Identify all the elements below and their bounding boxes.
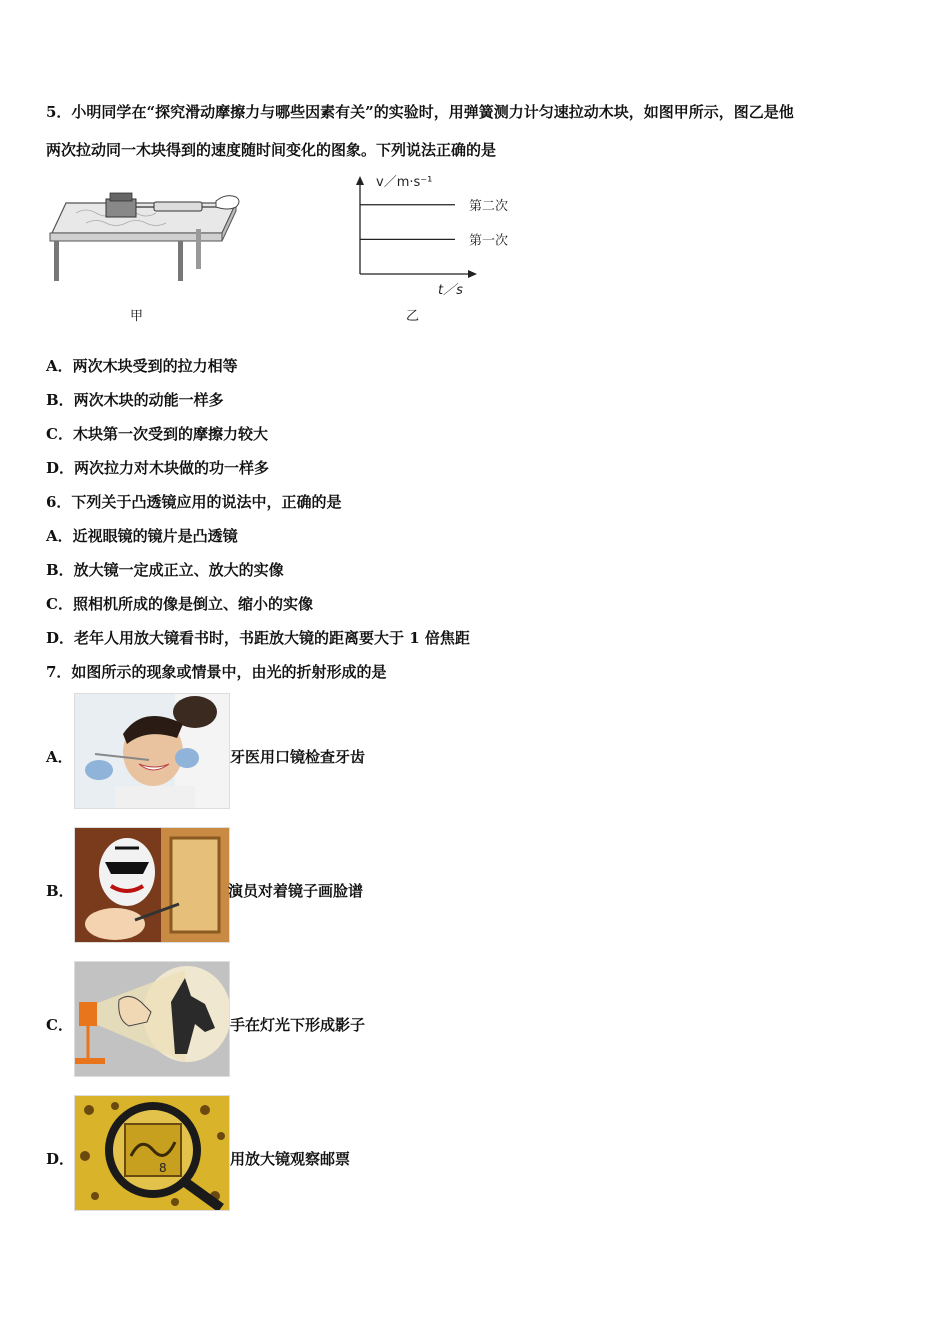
q7-option-b-label: B． — [46, 882, 74, 900]
hand-shadow-image — [74, 961, 230, 1077]
q7-option-b-text: 演员对着镜子画脸谱 — [228, 882, 364, 900]
q7-option-c-label: C． — [46, 1016, 73, 1034]
q5-option-c: C．木块第一次受到的摩擦力较大 — [46, 425, 268, 443]
figure-yi-label: 乙 — [406, 309, 420, 324]
figure-yi-vt-chart — [340, 170, 530, 300]
q5-option-d: D．两次拉力对木块做的功一样多 — [46, 459, 270, 477]
q5-stem-line2: 两次拉动同一木块得到的速度随时间变化的图象。下列说法正确的是 — [46, 141, 497, 159]
svg-text:8: 8 — [159, 1161, 167, 1175]
figure-jia-label: 甲 — [130, 309, 144, 324]
y-axis-label: v／m·s⁻¹ — [376, 175, 433, 190]
series-label-0: 第二次 — [469, 198, 509, 214]
x-axis-label: t／s — [438, 283, 463, 298]
q7-option-a-label: A． — [46, 748, 73, 766]
q6-stem: 6．下列关于凸透镜应用的说法中，正确的是 — [46, 493, 342, 511]
q7-stem: 7．如图所示的现象或情景中，由光的折射形成的是 — [46, 663, 387, 681]
figure-jia-apparatus — [46, 185, 246, 285]
series-label-1: 第一次 — [469, 233, 509, 249]
q6-option-a: A．近视眼镜的镜片是凸透镜 — [46, 527, 238, 545]
y-axis-arrow — [356, 176, 364, 185]
q6-option-c: C．照相机所成的像是倒立、缩小的实像 — [46, 595, 313, 613]
magnifier-stamp-image — [74, 1095, 230, 1211]
q7-option-c-text: 手在灯光下形成影子 — [230, 1016, 366, 1034]
q6-option-d: D．老年人用放大镜看书时，书距放大镜的距离要大于 1 倍焦距 — [46, 629, 470, 647]
dentist-mirror-image — [74, 693, 230, 809]
q7-option-a-text: 牙医用口镜检查牙齿 — [230, 748, 366, 766]
q5-option-a: A．两次木块受到的拉力相等 — [46, 357, 238, 375]
q5-option-b: B．两次木块的动能一样多 — [46, 391, 224, 409]
q6-option-b: B．放大镜一定成正立、放大的实像 — [46, 561, 284, 579]
q7-option-d-label: D． — [46, 1150, 75, 1168]
x-axis-arrow — [468, 270, 477, 278]
q7-option-d-text: 用放大镜观察邮票 — [230, 1150, 351, 1168]
opera-face-painting-image — [74, 827, 230, 943]
q5-stem-line1: 5．小明同学在“探究滑动摩擦力与哪些因素有关”的实验时，用弹簧测力计匀速拉动木块，如图甲所示，图乙是他 — [46, 103, 794, 121]
